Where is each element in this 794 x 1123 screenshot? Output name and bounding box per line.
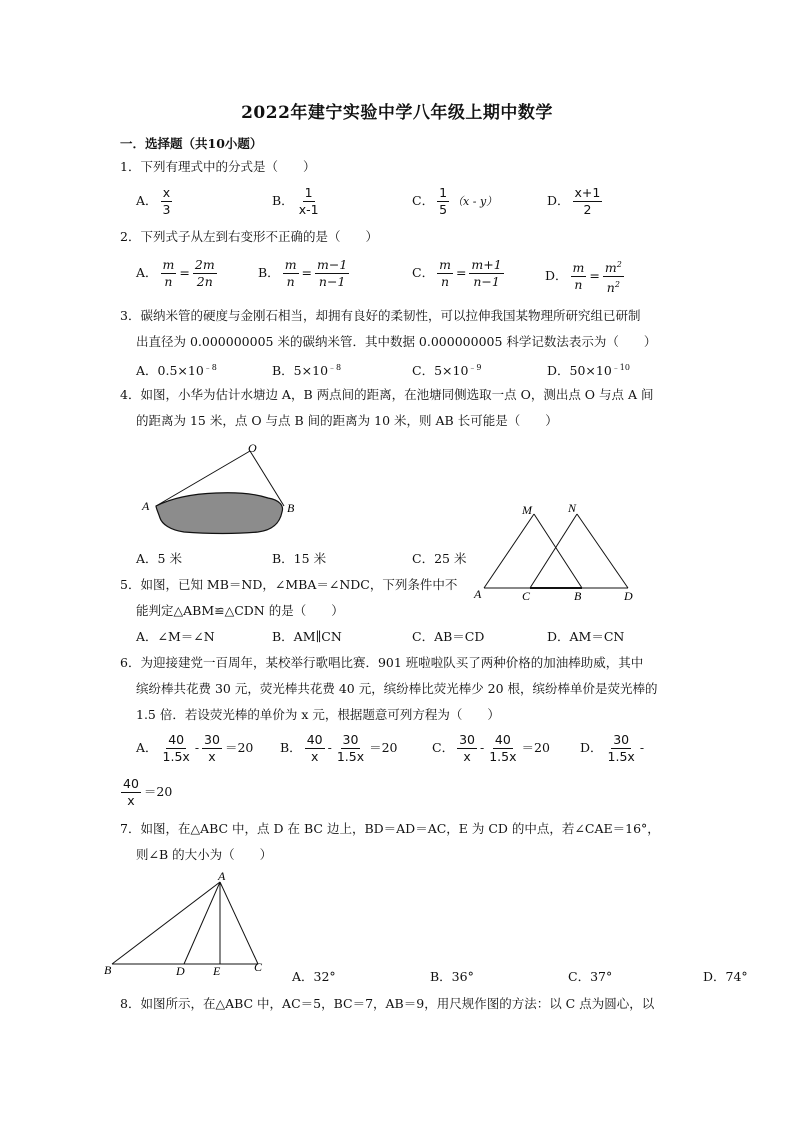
- q2-b-eq: =: [301, 265, 313, 280]
- q6-a-eq: ＝20: [224, 740, 254, 755]
- q6-d-d2: x: [127, 793, 135, 808]
- triangles-figure: [470, 498, 640, 606]
- q7-option-d: D．74°: [703, 969, 748, 984]
- q2-c-ln: m: [439, 257, 451, 272]
- fig7-label-a: A: [218, 872, 226, 883]
- q2-option-a: [136, 258, 220, 289]
- q2-a-eq: =: [179, 265, 190, 280]
- fig7-label-e: E: [213, 964, 221, 978]
- q3-d-text: D．50×10: [547, 363, 612, 379]
- q6-d-minus: -: [639, 740, 645, 755]
- q6-option-b: [280, 733, 398, 764]
- pond-figure: [138, 438, 300, 540]
- q6-d-d1: 1.5x: [607, 749, 635, 764]
- segment-mb: [534, 514, 582, 588]
- q1-c-tail: （x - y）: [452, 195, 498, 208]
- q1-b-label: B．: [272, 193, 294, 208]
- q2-d-rn-sup: 2: [616, 260, 622, 269]
- q1-option-b: [272, 186, 324, 217]
- q2-a-ln: m: [162, 257, 175, 272]
- fig5-label-n: N: [568, 501, 577, 515]
- q1-c-den: 5: [439, 202, 448, 217]
- q6-line1: 6．为迎接建党一百周年，某校举行歌唱比赛．901 班啦啦队买了两种价格的加油棒助威，其中: [120, 655, 644, 670]
- q1-b-num: 1: [304, 185, 313, 200]
- fig4-label-b: B: [287, 501, 295, 515]
- q3-line2: 出直径为 0.000000005 米的碳纳米管．其中数据 0.000000005 科学记数法表示为（ ）: [136, 334, 657, 349]
- q2-d-rn: m: [604, 260, 617, 276]
- q2-a-rn: 2m: [194, 257, 215, 272]
- q1-c-label: C．: [412, 193, 435, 208]
- q5-line1: 5．如图，已知 MB＝ND，∠MBA＝∠NDC，下列条件中不: [120, 577, 458, 592]
- q2-b-rd: n−1: [318, 274, 346, 289]
- q6-line3: 1.5 倍．若设荧光棒的单价为 x 元，根据题意可列方程为（ ）: [136, 707, 500, 722]
- q5-option-b: B．AM∥CN: [272, 629, 342, 644]
- q7-option-a: A．32°: [292, 969, 336, 984]
- q6-line2: 缤纷棒共花费 30 元，荧光棒共花费 40 元，缤纷棒比荧光棒少 20 根，缤纷棒单价是荧光棒的: [136, 681, 658, 696]
- segment-ba: [112, 882, 220, 964]
- fig5-label-m: M: [522, 503, 532, 517]
- segment-cn: [530, 514, 577, 588]
- q2-c-label: C．: [412, 265, 435, 280]
- q3-a-exp: ﹣8: [203, 363, 217, 372]
- q5-option-d: D．AM＝CN: [547, 629, 625, 644]
- q1-d-den: 2: [583, 202, 592, 217]
- q2-c-eq: =: [455, 265, 467, 280]
- fig5-label-b: B: [574, 589, 582, 603]
- segment-nd: [577, 514, 628, 588]
- q4-option-b: B．15 米: [272, 551, 327, 566]
- fig5-label-c: C: [522, 589, 531, 603]
- q2-d-label: D．: [545, 268, 568, 284]
- q2-a-ld: n: [164, 274, 173, 289]
- q2-b-label: B．: [258, 265, 280, 280]
- q2-c-ld: n: [440, 274, 450, 289]
- q6-d-eq: ＝20: [143, 784, 173, 799]
- q1-a-label: A．: [136, 193, 158, 208]
- q3-c-exp: ﹣9: [468, 363, 482, 372]
- q6-c-d1: x: [463, 749, 471, 764]
- q2-d-ln: m: [572, 260, 585, 276]
- q1-option-d: [547, 186, 605, 217]
- fig7-label-b: B: [104, 963, 112, 977]
- q7-option-c: C．37°: [568, 969, 613, 984]
- q1-c-num: 1: [439, 185, 448, 200]
- fig4-label-o: O: [248, 441, 257, 455]
- q4-line1: 4．如图，小华为估计水塘边 A，B 两点间的距离，在池塘同侧选取一点 O，测出点 O 与点 A 间: [120, 387, 654, 402]
- q6-c-label: C．: [432, 740, 455, 755]
- q6-option-a: [136, 733, 253, 764]
- q6-b-label: B．: [280, 740, 302, 755]
- q3-d-exp: ﹣10: [611, 363, 630, 372]
- q6-d-label: D．: [580, 740, 603, 755]
- q6-a-n1: 40: [168, 732, 185, 747]
- q3-option-c: [412, 361, 482, 378]
- q7-line2: 则∠B 的大小为（ ）: [136, 847, 273, 862]
- segment-am: [484, 514, 534, 588]
- q6-b-eq: ＝20: [369, 740, 398, 755]
- q4-option-c: C．25 米: [412, 551, 467, 566]
- q2-a-rd: 2n: [196, 274, 213, 289]
- q5-line2: 能判定△ABM≌△CDN 的是（ ）: [136, 603, 344, 618]
- q6-b-n2: 30: [342, 732, 359, 747]
- q3-line1: 3．碳纳米管的硬度与金刚石相当，却拥有良好的柔韧性，可以拉伸我国某物理所研究组已研制: [120, 308, 641, 323]
- q1-option-a: [136, 186, 175, 217]
- q8-line1: 8．如图所示，在△ABC 中，AC＝5，BC＝7，AB＝9，用尺规作图的方法：以 C 点为圆心，以: [120, 996, 655, 1011]
- q3-a-text: A．0.5×10: [136, 363, 204, 379]
- q6-d-n1: 30: [613, 732, 630, 747]
- q7-line1: 7．如图，在△ABC 中，点 D 在 BC 边上，BD＝AD＝AC，E 为 CD 的中点，若∠CAE＝16°，: [120, 821, 660, 836]
- q3-option-a: [136, 361, 217, 378]
- q3-b-exp: ﹣8: [328, 363, 342, 372]
- q2-c-rn: m+1: [471, 257, 502, 272]
- section-heading: 一．选择题（共10小题）: [120, 136, 263, 151]
- q4-line2: 的距离为 15 米，点 O 与点 B 间的距离为 10 米，则 AB 长可能是（ ）: [136, 413, 558, 428]
- q2-b-ln: m: [284, 257, 297, 272]
- pond-shape: [156, 493, 282, 534]
- q6-b-d2: 1.5x: [336, 749, 365, 764]
- q6-option-d-cont: [118, 777, 172, 808]
- q3-option-b: [272, 361, 341, 378]
- q6-a-minus: -: [194, 740, 200, 755]
- fig5-label-a: A: [474, 587, 482, 601]
- q1-d-label: D．: [547, 193, 570, 208]
- q6-a-d2: x: [208, 749, 216, 764]
- q4-option-a: A．5 米: [136, 551, 182, 566]
- q6-c-minus: -: [479, 740, 485, 755]
- q2-d-rd-sup: 2: [614, 280, 620, 290]
- q5-option-a: A．∠M＝∠N: [136, 629, 215, 644]
- q2-option-c: [412, 258, 507, 289]
- q6-a-d1: 1.5x: [162, 749, 190, 764]
- fig7-label-d: D: [176, 964, 185, 978]
- q1-a-num: x: [162, 185, 171, 200]
- q6-b-minus: -: [327, 740, 332, 755]
- q2-d-eq: =: [589, 268, 600, 284]
- triangle-abc-figure: [100, 872, 270, 978]
- segment-ac: [220, 882, 258, 964]
- q3-option-d: [547, 361, 630, 378]
- q6-c-n2: 40: [494, 732, 511, 747]
- q6-a-n2: 30: [204, 732, 220, 747]
- q5-option-c: C．AB＝CD: [412, 629, 485, 644]
- q6-c-n1: 30: [459, 732, 475, 747]
- q2-d-ld: n: [574, 277, 583, 293]
- q6-c-d2: 1.5x: [489, 749, 517, 764]
- q1-d-num: x+1: [574, 185, 601, 200]
- q6-a-label: A．: [136, 740, 158, 755]
- q7-option-b: B．36°: [430, 969, 474, 984]
- q2-b-rn: m−1: [317, 257, 348, 272]
- q1-stem: 1．下列有理式中的分式是（ ）: [120, 159, 316, 174]
- q6-c-eq: ＝20: [521, 740, 550, 755]
- q1-option-c: [412, 186, 497, 217]
- q2-b-ld: n: [286, 274, 295, 289]
- q6-option-d: [580, 733, 644, 764]
- q2-a-label: A．: [136, 265, 158, 280]
- q2-option-d: [545, 258, 627, 295]
- q1-b-den: x-1: [298, 202, 319, 217]
- fig4-label-a: A: [142, 499, 150, 513]
- q6-b-n1: 40: [306, 732, 323, 747]
- fig7-label-c: C: [254, 960, 263, 974]
- q2-stem: 2．下列式子从左到右变形不正确的是（ ）: [120, 229, 378, 244]
- q2-d-rd: n: [606, 280, 615, 296]
- q6-option-c: [432, 733, 550, 764]
- q1-a-den: 3: [162, 202, 171, 217]
- page-title: 2022年建宁实验中学八年级上期中数学: [241, 103, 553, 123]
- segment-ad: [184, 882, 220, 964]
- q3-b-text: B．5×10: [272, 363, 329, 379]
- q2-option-b: [258, 258, 352, 289]
- q6-b-d1: x: [310, 749, 319, 764]
- q2-c-rd: n−1: [473, 274, 500, 289]
- q3-c-text: C．5×10: [412, 363, 469, 379]
- q6-d-n2: 40: [123, 776, 139, 791]
- fig5-label-d: D: [624, 589, 633, 603]
